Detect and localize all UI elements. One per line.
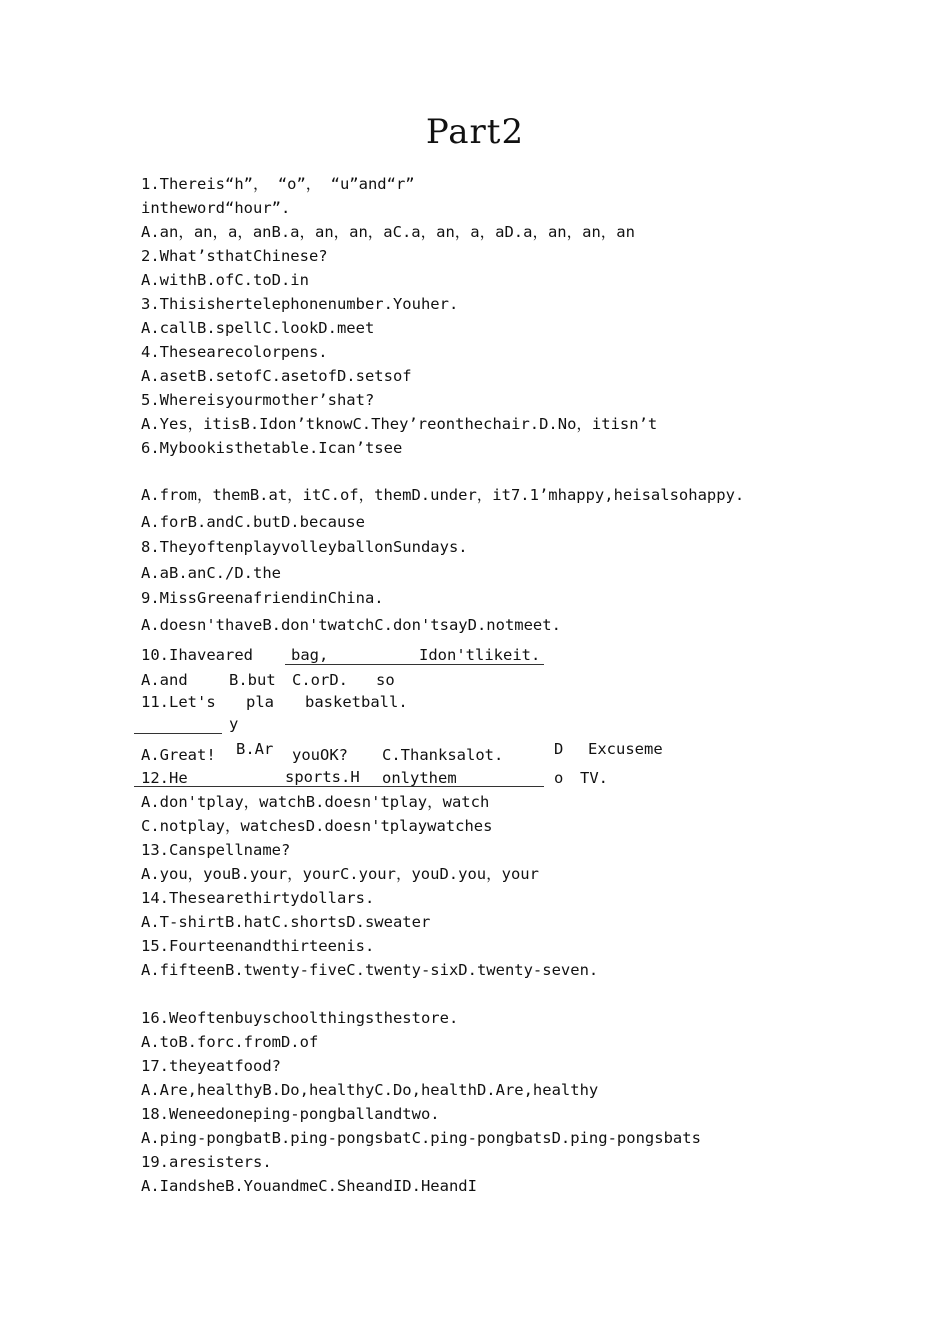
page-title: Part2 — [425, 112, 525, 152]
table-cell-you-ok: youOK? — [292, 746, 348, 764]
question-13-options: A.you，youB.your，yourC.your，youD.you，your — [141, 865, 539, 883]
table-cell-basketball: basketball. — [305, 693, 408, 711]
table-cell-excuse-me: Excuseme — [588, 740, 663, 758]
question-11-option-a: A.Great! — [141, 746, 216, 764]
question-10-option-a: A.and — [141, 671, 188, 689]
question-19-options: A.IandsheB.YouandmeC.SheandID.HeandI — [141, 1177, 477, 1195]
question-7-options: A.forB.andC.butD.because — [141, 513, 365, 531]
question-17: 17.theyeatfood? — [141, 1057, 281, 1075]
question-3-options: A.callB.spellC.lookD.meet — [141, 319, 375, 337]
table-rule-2 — [134, 786, 544, 787]
question-2-options: A.withB.ofC.toD.in — [141, 271, 309, 289]
question-15: 15.Fourteenandthirteenis. — [141, 937, 375, 955]
question-14-options: A.T-shirtB.hatC.shortsD.sweater — [141, 913, 431, 931]
question-10-option-b: B.but — [229, 671, 276, 689]
question-14: 14.Thesearethirtydollars. — [141, 889, 375, 907]
table-cell-tv: TV. — [580, 769, 608, 787]
table-cell-o: o — [554, 769, 564, 787]
question-9-options: A.doesn'thaveB.don'twatchC.don'tsayD.notmeet. — [141, 616, 561, 634]
question-17-options: A.Are,healthyB.Do,healthyC.Do,healthD.Are,healthy — [141, 1081, 599, 1099]
question-8: 8.TheyoftenplayvolleyballonSundays. — [141, 538, 468, 556]
question-10-option-so: so — [376, 671, 395, 689]
table-cell-bag: bag, — [291, 646, 329, 664]
question-16: 16.Weoftenbuyschoolthingsthestore. — [141, 1009, 459, 1027]
question-16-options: A.toB.forc.fromD.of — [141, 1033, 319, 1051]
question-10: 10.Ihaveared — [141, 646, 253, 664]
question-19: 19.aresisters. — [141, 1153, 272, 1171]
question-18-options: A.ping-pongbatB.ping-pongsbatC.ping-pongbatsD.ping-pongsbats — [141, 1129, 701, 1147]
answer-blank-11 — [134, 733, 222, 734]
table-cell-only-them: onlythem — [382, 769, 457, 787]
question-12-options-1: A.don'tplay，watchB.doesn'tplay，watch — [141, 793, 490, 811]
question-4-options: A.asetB.setofC.asetofD.setsof — [141, 367, 412, 385]
question-6-options-question-7: A.from，themB.at，itC.of，themD.under，it7.1’mhappy,heisalsohappy. — [141, 486, 745, 504]
question-18: 18.Weneedoneping-pongballandtwo. — [141, 1105, 440, 1123]
table-cell-y: y — [229, 715, 239, 733]
question-11-option-b: B.Ar — [236, 740, 274, 758]
question-13: 13.Canspellname? — [141, 841, 291, 859]
question-10-option-cd: C.orD. — [292, 671, 348, 689]
question-12-options-2: C.notplay，watchesD.doesn'tplaywatches — [141, 817, 493, 835]
table-rule-1 — [285, 664, 544, 665]
question-1-line-2: intheword“hour”. — [141, 199, 291, 217]
question-6: 6.Mybookisthetable.Ican’tsee — [141, 439, 403, 457]
question-2: 2.What’sthatChinese? — [141, 247, 328, 265]
question-11: 11.Let's — [141, 693, 216, 711]
table-cell-dont-like: Idon'tlikeit. — [419, 646, 541, 664]
question-12: 12.He — [141, 769, 188, 787]
question-4: 4.Thesearecolorpens. — [141, 343, 328, 361]
question-5: 5.Whereisyourmother’shat? — [141, 391, 375, 409]
question-11-option-c: C.Thanksalot. — [382, 746, 504, 764]
question-15-options: A.fifteenB.twenty-fiveC.twenty-sixD.twenty-seven. — [141, 961, 599, 979]
question-8-options: A.aB.anC./D.the — [141, 564, 281, 582]
question-11-option-d: D — [554, 740, 564, 758]
question-3: 3.Thisishertelephonenumber.Youher. — [141, 295, 459, 313]
question-5-options: A.Yes，itisB.Idon’tknowC.They’reonthechair.D.No，itisn’t — [141, 415, 658, 433]
question-1-line-1: 1.Thereis“h”， “o”， “u”and“r” — [141, 175, 415, 193]
table-cell-sports: sports.H — [285, 768, 360, 786]
question-9: 9.MissGreenafriendinChina. — [141, 589, 384, 607]
question-1-options: A.an，an，a，anB.a，an，an，aC.a，an，a，aD.a，an，an，an — [141, 223, 635, 241]
table-cell-pla: pla — [246, 693, 274, 711]
